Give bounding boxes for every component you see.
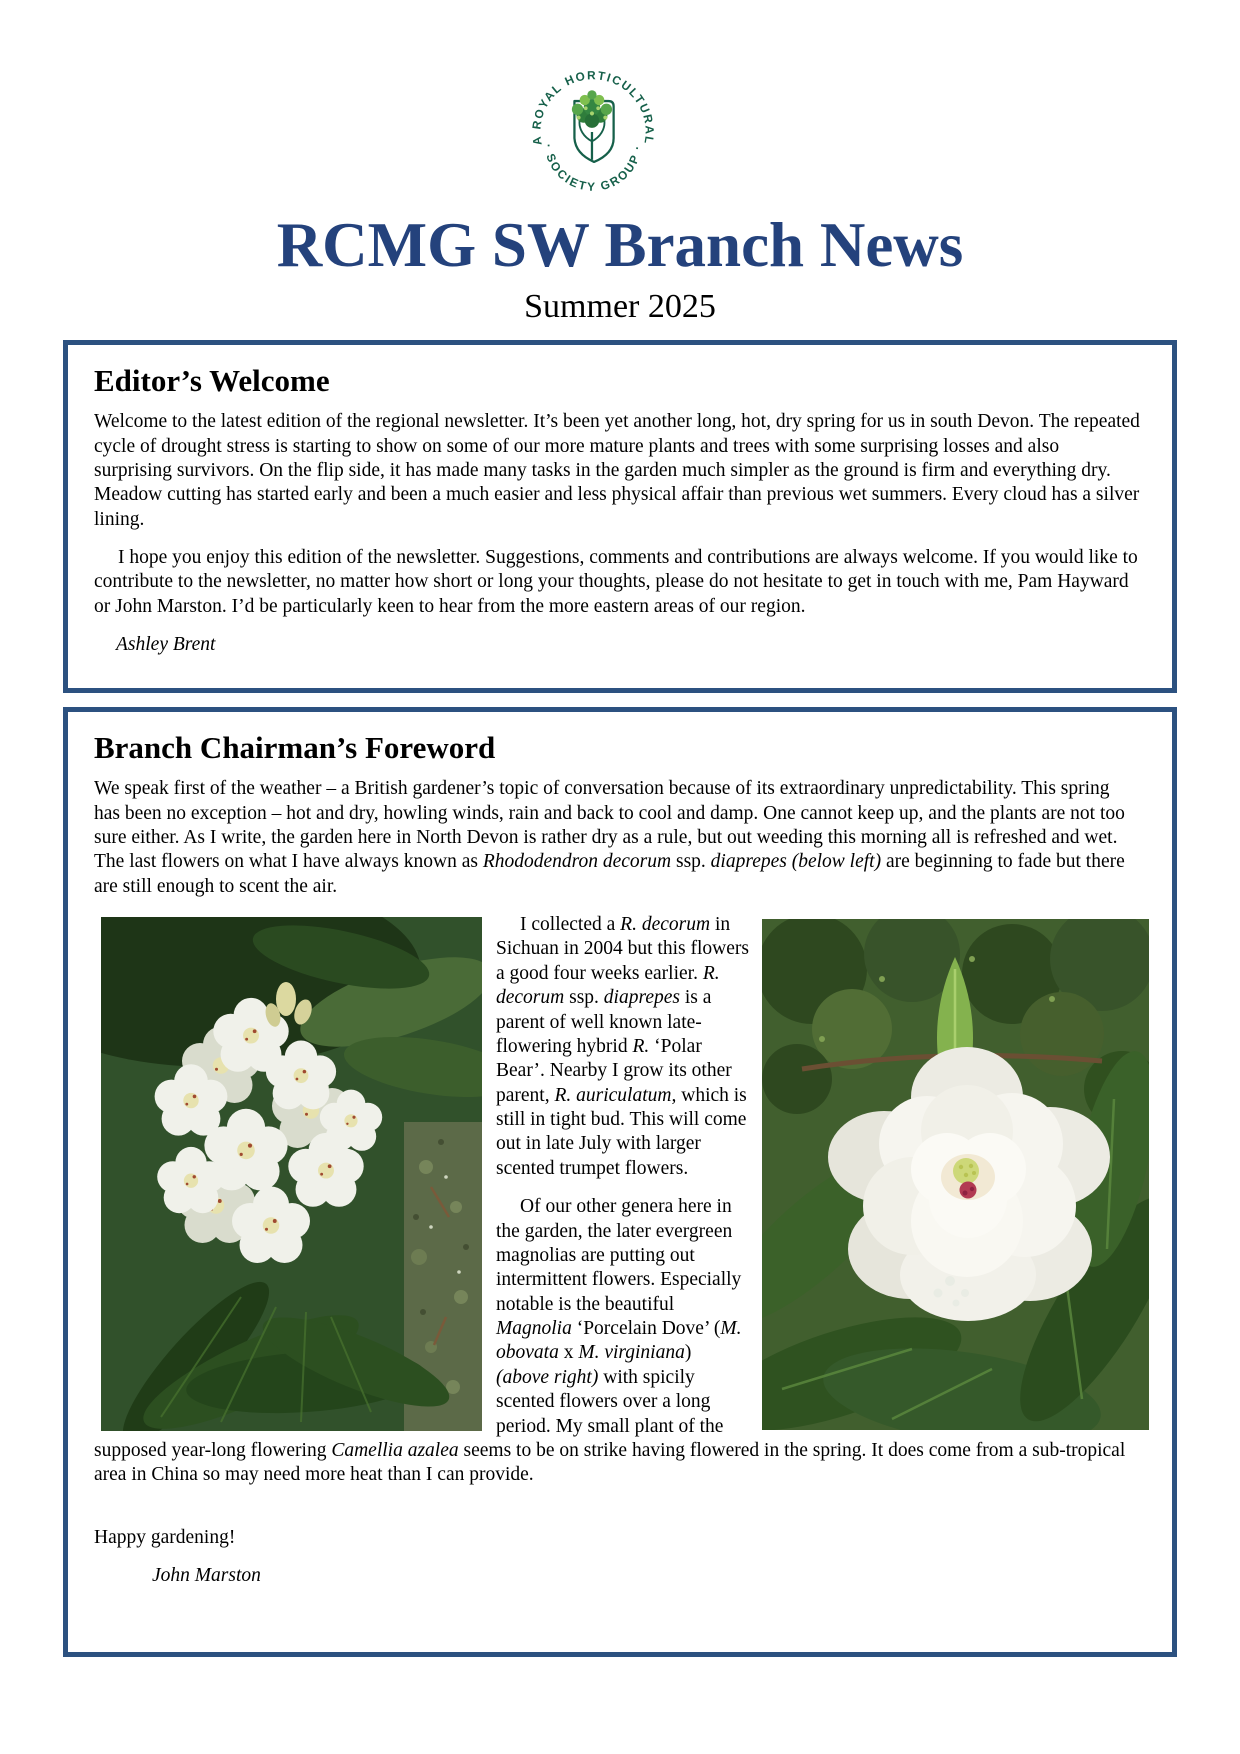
magnolia-photo <box>762 919 1149 1430</box>
editor-welcome-section <box>63 340 1177 693</box>
logo-arc-bottom-label: · SOCIETY GROUP · <box>541 143 645 194</box>
chairman-foreword-section <box>63 707 1177 1658</box>
photo-text-wrap <box>94 913 1140 1502</box>
chairman-intro-paragraph: We speak first of the weather – a British gardener’s topic of conversation because of its extraordinary unpredictability. This spring has been no exception – hot and dry, howling winds, rain and back to cool and damp. One cannot keep up, and the plants are not too sure either. As I write, the garden here in North Devon is rather dry as a rule, but out weeding this morning all is refreshed and wet. The last flowers on what I have always known as Rhododendron decorum ssp. diaprepes (below left) are beginning to fade but there are still enough to scent the air. <box>94 778 1125 897</box>
rhs-group-logo <box>527 66 659 198</box>
page-title: RCMG SW Branch News <box>276 210 964 280</box>
chairman-column-paragraph-1: I collected a R. decorum in Sichuan in 2004 but this flowers a good four weeks earlier. R. decorum ssp. diaprepes is a parent of well known late-flowering hybrid R. ‘Polar Bear’. Nearby I grow its other parent, R. auriculatum, which is still in tight bud. This will come out in late July with larger scented trumpet flowers. <box>496 914 749 1179</box>
editor-signature: Ashley Brent <box>116 634 216 656</box>
chairman-section-heading: Branch Chairman’s Foreword <box>94 729 496 765</box>
page-subtitle: Summer 2025 <box>524 288 716 326</box>
rhs-group-logo-emblem <box>527 66 659 198</box>
masthead <box>0 0 1240 326</box>
chairman-closing: Happy gardening! <box>94 1526 236 1548</box>
chairman-signature: John Marston <box>152 1565 261 1587</box>
chairman-column-paragraph-2: Of our other genera here in the garden, the later evergreen magnolias are putting out intermittent flowers. Especially notable is the beautiful Magnolia ‘Porcelain Dove’ (M. obovata x M. virginiana) (above right) with spicily scented flowers over a long period. My small plant of the supposed year-long flowering Camellia azalea seems to be on strike having flowered in the spring. It does come from a sub-tropical area in China so may need more heat than I can provide. <box>94 1196 1126 1486</box>
editor-paragraph-1: Welcome to the latest edition of the regional newsletter. It’s been yet another long, hot, dry spring for us in south Devon. The repeated cycle of drought stress is starting to show on some of our more mature plants and trees with some surprising losses and also surprising survivors. On the flip side, it has made many tasks in the garden much simpler as the ground is firm and everything dry. Meadow cutting has started early and been a much easier and less physical affair than previous wet summers. Every cloud has a silver lining. <box>94 411 1140 530</box>
editor-paragraph-2: I hope you enjoy this edition of the newsletter. Suggestions, comments and contributions are always welcome. If you would like to contribute to the newsletter, no matter how short or long your thoughts, please do not hesitate to get in touch with me, Pam Hayward or John Marston. I’d be particularly keen to hear from the more eastern areas of our region. <box>94 547 1138 617</box>
editor-section-heading: Editor’s Welcome <box>94 362 330 398</box>
rhododendron-photo <box>101 917 482 1431</box>
logo-arc-top-label: A ROYAL HORTICULTURAL <box>529 68 657 147</box>
